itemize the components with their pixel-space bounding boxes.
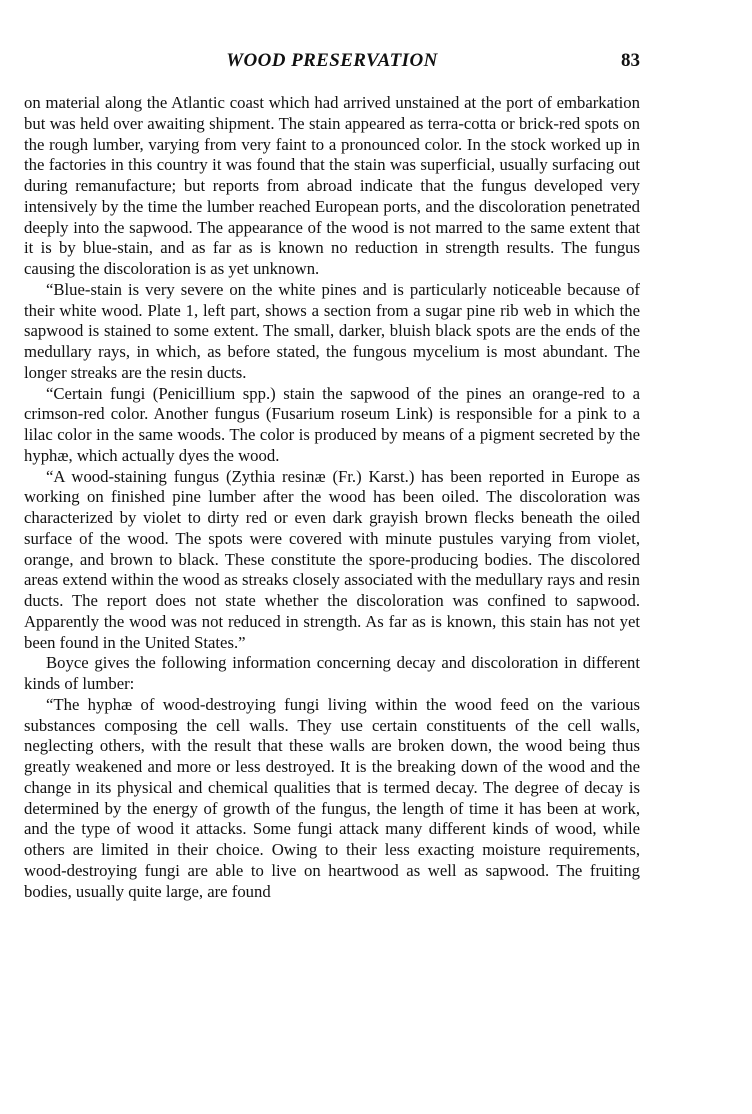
paragraph-blue-stain: “Blue-stain is very severe on the white pines and is particularly noticeable because of their white wood. Plate 1, left part, shows a section from a sugar pine rib web in which the sapwood is stained to some extent. The small, darker, bluish black spots are the ends of the medullary rays, in which, as before stated, the fungous mycelium is most abundant. The longer streaks are the resin ducts. bbox=[24, 279, 640, 382]
page-header bbox=[24, 50, 640, 80]
paragraph-zythia: “A wood-staining fungus (Zythia resinæ (Fr.) Karst.) has been reported in Europe as working on finished pine lumber after the wood has been oiled. The discoloration was characterized by violet to dirty red or even dark grayish brown flecks beneath the oiled surface of the wood. The spots were covered with minute pustules varying from violet, orange, and brown to black. These constitute the spore-producing bodies. The discolored areas extend within the wood as streaks closely associated with the medullary rays and resin ducts. The report does not state whether the discoloration was confined to sapwood. Apparently the wood was not reduced in strength. As far as is known, this stain has not yet been found in the United States.” bbox=[24, 466, 640, 652]
body-text bbox=[24, 93, 640, 902]
paragraph-continued: on material along the Atlantic coast which had arrived unstained at the port of embarkation but was held over awaiting shipment. The stain appeared as terra-cotta or brick-red spots on the rough lumber, varying from very faint to a pronounced color. In the stock worked up in the factories in this country it was found that the stain was superficial, usually surfacing out during remanufacture; but reports from abroad indicate that the fungus developed very intensively by the time the lumber reached European ports, and the discoloration penetrated deeply into the sapwood. The appearance of the wood is not marred to the same extent that it is by blue-stain, and as far as is known no reduction in strength results. The fungus causing the discoloration is as yet unknown. bbox=[24, 93, 640, 278]
running-title: WOOD PRESERVATION bbox=[226, 50, 438, 71]
page-number: 83 bbox=[621, 50, 640, 71]
paragraph-penicillium: “Certain fungi (Penicillium spp.) stain the sapwood of the pines an orange-red to a crimson-red color. Another fungus (Fusarium roseum Link) is responsible for a pink to a lilac color in the same woods. The color is produced by means of a pigment secreted by the hyphæ, which actually dyes the wood. bbox=[24, 383, 640, 465]
paragraph-boyce-intro: Boyce gives the following information concerning decay and discoloration in different kinds of lumber: bbox=[24, 653, 640, 693]
paragraph-hyphae: “The hyphæ of wood-destroying fungi living within the wood feed on the various substances composing the cell walls. They use certain constituents of the cell walls, neglecting others, with the result that these walls are broken down, the wood being thus greatly weakened and more or less destroyed. It is the breaking down of the wood and the change in its physical and chemical qualities that is termed decay. The degree of decay is determined by the energy of growth of the fungus, the length of time it has been at work, and the type of wood it attacks. Some fungi attack many different kinds of wood, while others are limited in their choice. Owing to their less exacting moisture requirements, wood-destroying fungi are able to live on heartwood as well as sapwood. The fruiting bodies, usually quite large, are found bbox=[24, 694, 640, 901]
